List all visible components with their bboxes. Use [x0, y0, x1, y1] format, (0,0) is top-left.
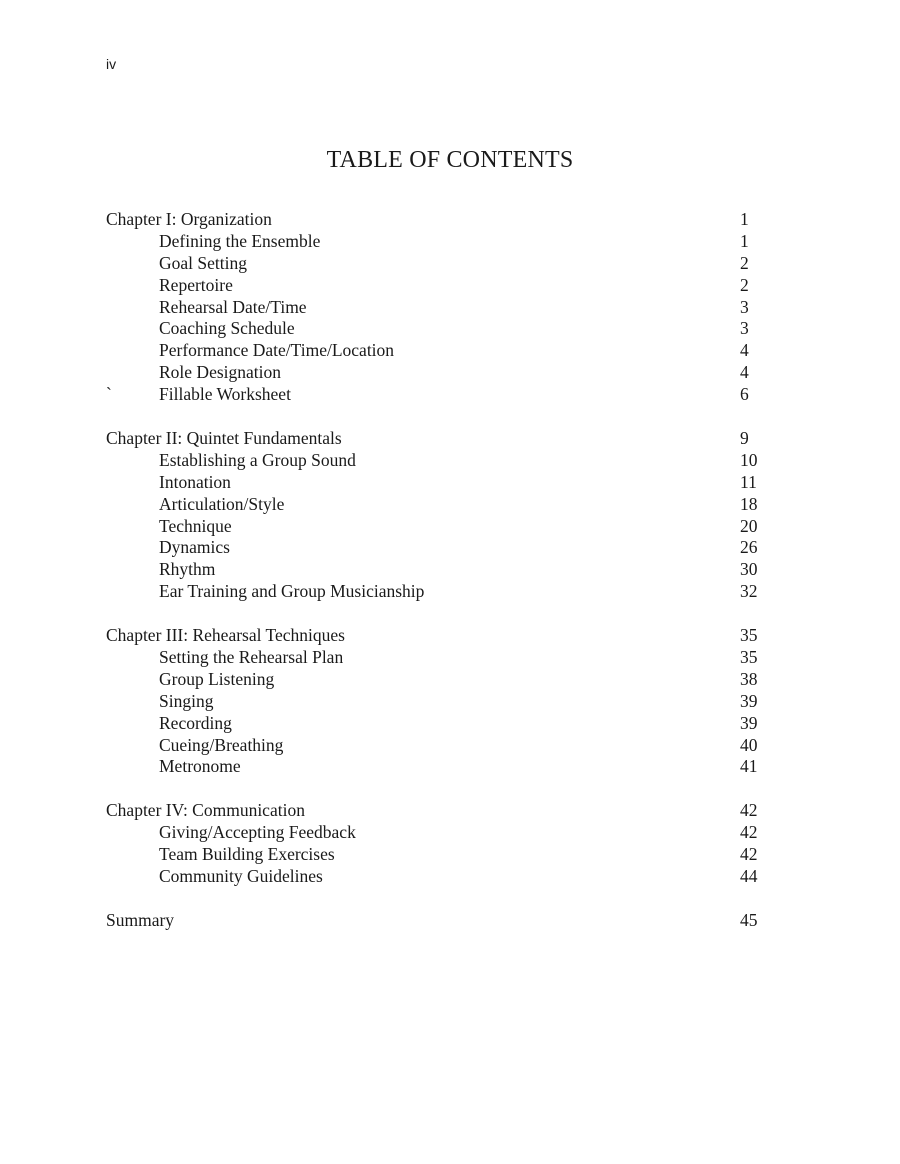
toc-entry-title: Role Designation	[159, 362, 281, 383]
toc-page-number: 42	[740, 800, 758, 821]
toc-entry[interactable]	[106, 361, 762, 383]
toc-chapter-entry[interactable]	[106, 208, 762, 230]
toc-page-number: 32	[740, 581, 758, 602]
toc-page-number: 9	[740, 428, 749, 449]
toc-chapter-title: Chapter IV: Communication	[106, 800, 305, 821]
toc-page-number: 2	[740, 274, 749, 295]
toc-page-number: 35	[740, 625, 758, 646]
toc-page-number: 2	[740, 252, 749, 273]
toc-chapter-entry[interactable]	[106, 909, 762, 931]
toc-entry-title: Defining the Ensemble	[159, 230, 321, 251]
toc-entry-title: Cueing/Breathing	[159, 734, 284, 755]
toc-page-number: 3	[740, 318, 749, 339]
toc-page-number: 45	[740, 909, 758, 930]
toc-entry-title: Rehearsal Date/Time	[159, 296, 307, 317]
toc-entry-title: Fillable Worksheet	[159, 384, 291, 405]
toc-page-number: 4	[740, 340, 749, 361]
toc-page-number: 4	[740, 362, 749, 383]
toc-entry-title: Community Guidelines	[159, 866, 323, 887]
table-of-contents	[106, 208, 762, 953]
toc-entry[interactable]	[106, 471, 762, 493]
toc-page-number: 39	[740, 690, 758, 711]
toc-entry[interactable]	[106, 339, 762, 361]
toc-entry-title: Team Building Exercises	[159, 844, 335, 865]
toc-entry-title: Recording	[159, 712, 232, 733]
toc-chapter-entry[interactable]	[106, 624, 762, 646]
toc-section	[106, 799, 762, 887]
toc-entry[interactable]	[106, 317, 762, 339]
toc-entry[interactable]	[106, 668, 762, 690]
toc-entry-title: Setting the Rehearsal Plan	[159, 647, 344, 668]
toc-entry[interactable]	[106, 515, 762, 537]
toc-entry[interactable]	[106, 646, 762, 668]
toc-page-number: 42	[740, 822, 758, 843]
toc-page-number: 26	[740, 537, 758, 558]
toc-page-number: 38	[740, 668, 758, 689]
toc-entry-title: Performance Date/Time/Location	[159, 340, 395, 361]
toc-entry[interactable]	[106, 252, 762, 274]
toc-page-number: 6	[740, 384, 749, 405]
toc-page-number: 20	[740, 515, 758, 536]
toc-entry[interactable]	[106, 383, 762, 405]
toc-entry[interactable]	[106, 580, 762, 602]
toc-entry-title: Articulation/Style	[159, 493, 285, 514]
toc-entry[interactable]	[106, 558, 762, 580]
toc-entry[interactable]	[106, 690, 762, 712]
toc-entry-title: Singing	[159, 690, 214, 711]
toc-page-number: 35	[740, 647, 758, 668]
toc-section	[106, 624, 762, 777]
page-title: TABLE OF CONTENTS	[326, 147, 574, 173]
toc-chapter-title: Chapter III: Rehearsal Techniques	[106, 625, 345, 646]
toc-page-number: 30	[740, 559, 758, 580]
toc-entry[interactable]	[106, 843, 762, 865]
toc-entry[interactable]	[106, 734, 762, 756]
toc-entry-title: Establishing a Group Sound	[159, 449, 356, 470]
toc-chapter-title: Chapter I: Organization	[106, 209, 272, 229]
toc-entry-title: Coaching Schedule	[159, 318, 295, 339]
toc-page-number: 1	[740, 209, 749, 229]
toc-page-number: 1	[740, 230, 749, 251]
toc-page-number: 42	[740, 844, 758, 865]
toc-entry[interactable]	[106, 493, 762, 515]
toc-page-number: 44	[740, 866, 758, 887]
toc-chapter-title: Summary	[106, 909, 175, 930]
toc-section	[106, 909, 762, 931]
toc-entry[interactable]	[106, 821, 762, 843]
toc-entry-title: Intonation	[159, 471, 231, 492]
toc-entry-title: Goal Setting	[159, 252, 247, 273]
toc-section	[106, 427, 762, 602]
toc-entry-title: Dynamics	[159, 537, 230, 558]
toc-entry-title: Technique	[159, 515, 232, 536]
toc-section	[106, 208, 762, 405]
toc-entry-title: Repertoire	[159, 274, 233, 295]
toc-chapter-entry[interactable]	[106, 427, 762, 449]
toc-entry[interactable]	[106, 274, 762, 296]
toc-entry-title: Metronome	[159, 756, 241, 777]
toc-entry-title: Giving/Accepting Feedback	[159, 822, 356, 843]
toc-page-number: 40	[740, 734, 758, 755]
toc-entry-title: Rhythm	[159, 559, 216, 580]
toc-entry[interactable]	[106, 449, 762, 471]
toc-entry[interactable]	[106, 536, 762, 558]
toc-page-number: 18	[740, 493, 758, 514]
toc-entry[interactable]	[106, 712, 762, 734]
toc-entry[interactable]	[106, 230, 762, 252]
toc-entry[interactable]	[106, 865, 762, 887]
toc-page-number: 39	[740, 712, 758, 733]
toc-page-number: 3	[740, 296, 749, 317]
toc-entry[interactable]	[106, 755, 762, 777]
toc-entry[interactable]	[106, 296, 762, 318]
toc-page-number: 11	[740, 471, 757, 492]
toc-chapter-title: Chapter II: Quintet Fundamentals	[106, 428, 342, 449]
toc-page-number: 10	[740, 449, 758, 470]
toc-entry-title: Group Listening	[159, 668, 275, 689]
toc-page-number: 41	[740, 756, 758, 777]
toc-chapter-entry[interactable]	[106, 799, 762, 821]
stray-mark: `	[106, 384, 112, 405]
toc-entry-title: Ear Training and Group Musicianship	[159, 581, 425, 602]
page-number: iv	[106, 56, 117, 72]
